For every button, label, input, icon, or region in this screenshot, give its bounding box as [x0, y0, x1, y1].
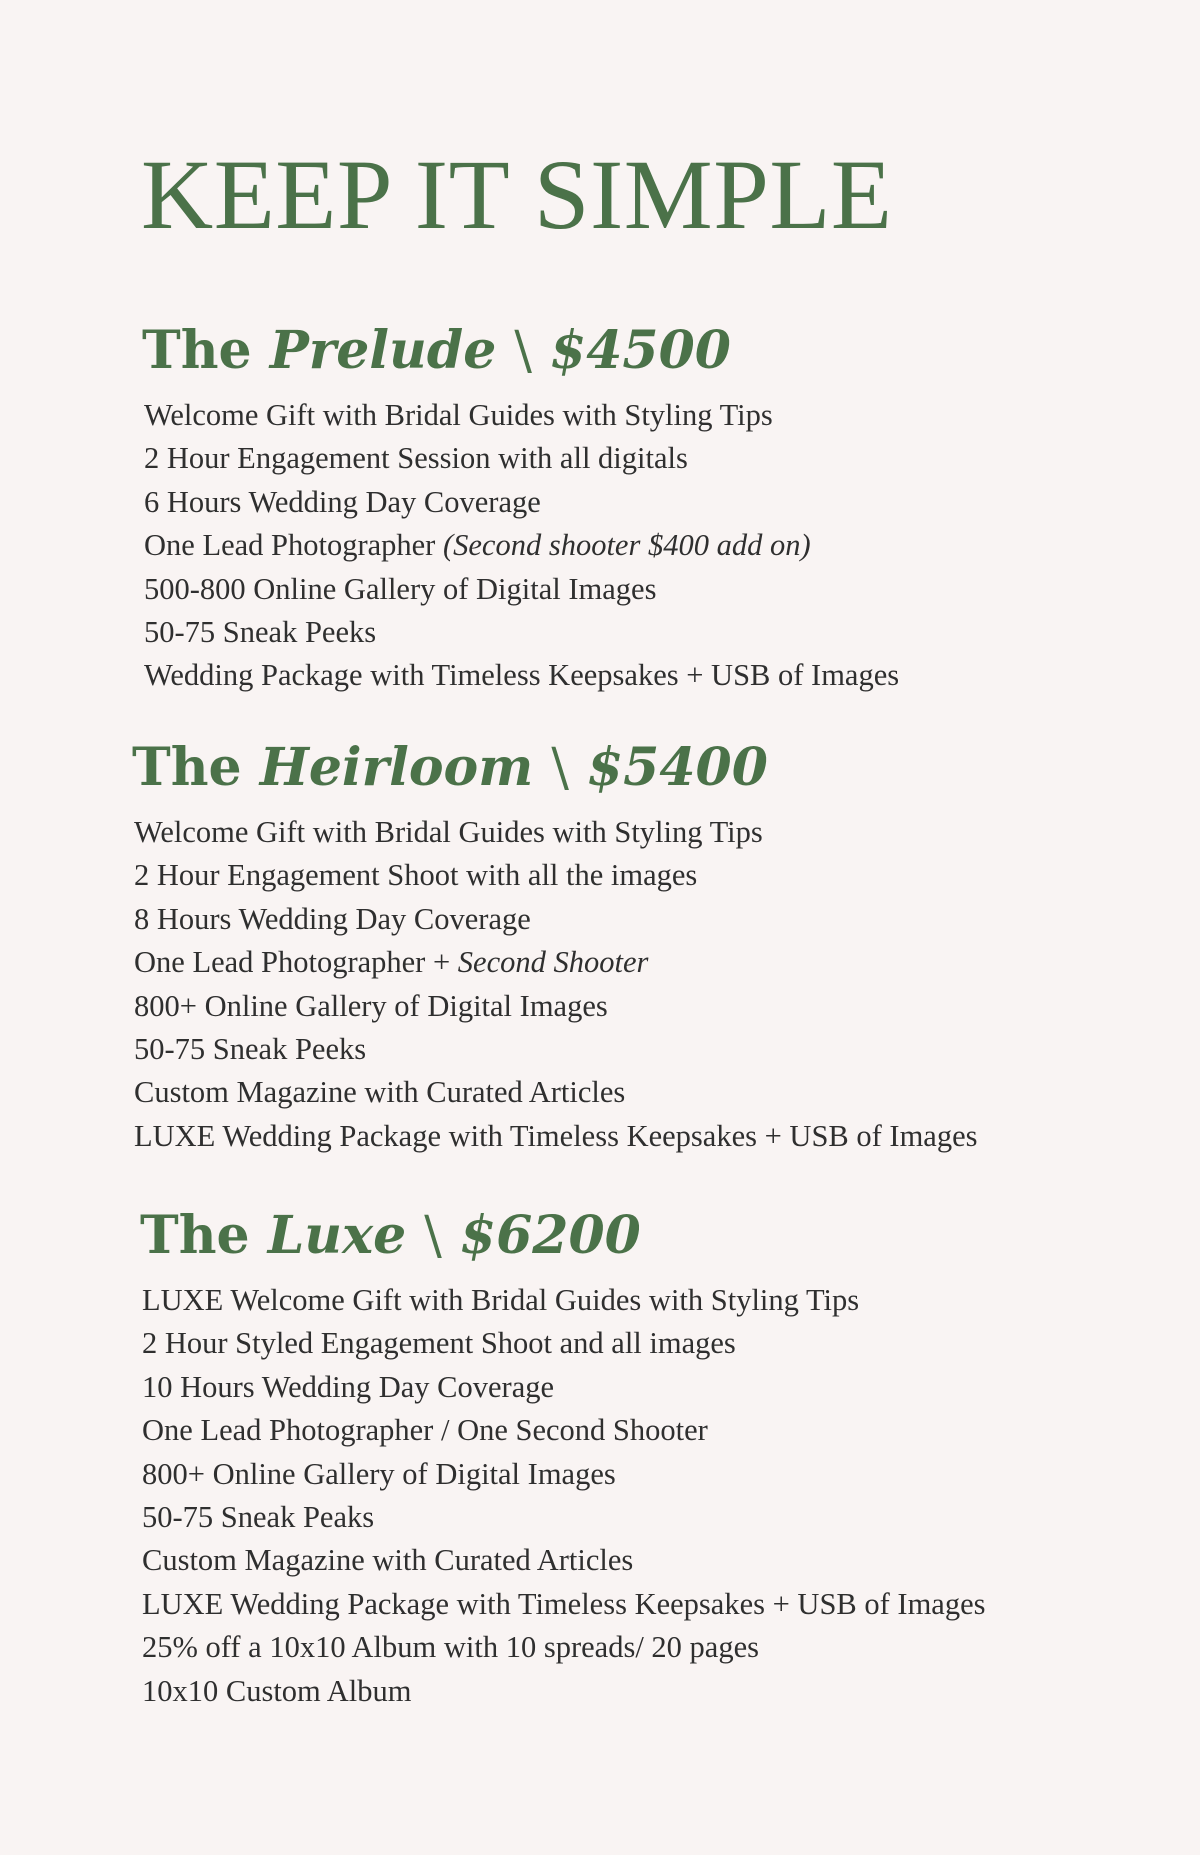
feature-item: [142, 1366, 986, 1409]
package-prefix: The: [140, 1205, 250, 1266]
feature-text: 2 Hour Engagement Shoot with all the images: [134, 858, 698, 893]
package-prefix: The: [142, 320, 252, 381]
feature-text: 10x10 Custom Album: [142, 1673, 412, 1708]
feature-item: [144, 437, 899, 480]
package-heading: [142, 316, 899, 386]
feature-item: [134, 811, 978, 854]
package-separator: \: [424, 1206, 442, 1266]
feature-text: 6 Hours Wedding Day Coverage: [144, 484, 541, 519]
feature-text: LUXE Welcome Gift with Bridal Guides with Styling Tips: [142, 1283, 860, 1317]
feature-text: 50-75 Sneak Peaks: [142, 1500, 375, 1535]
feature-item: [142, 1583, 986, 1626]
feature-text: 25% off a 10x10 Album with 10 spreads/ 20 pages: [142, 1630, 759, 1665]
feature-text: Welcome Gift with Bridal Guides with Styling Tips: [144, 398, 773, 432]
feature-item: [142, 1626, 986, 1669]
feature-item: [144, 524, 899, 567]
feature-item: [134, 985, 978, 1028]
page-title: KEEP IT SIMPLE: [141, 139, 893, 250]
feature-text: LUXE Wedding Package with Timeless Keepsakes + USB of Images: [134, 1118, 978, 1153]
package-price: $5400: [586, 737, 768, 798]
package-name: Luxe: [267, 1205, 407, 1266]
feature-item: [142, 1279, 986, 1322]
feature-text: Custom Magazine with Curated Articles: [134, 1075, 626, 1110]
feature-item: [142, 1496, 986, 1539]
feature-text: LUXE Wedding Package with Timeless Keepsakes + USB of Images: [142, 1586, 986, 1621]
feature-item: [144, 481, 899, 524]
feature-note: (Second shooter $400 add on): [442, 528, 811, 563]
feature-item: [134, 1071, 978, 1114]
feature-item: [142, 1670, 986, 1713]
feature-text: 2 Hour Styled Engagement Shoot and all images: [142, 1326, 736, 1361]
feature-item: [134, 898, 978, 941]
feature-text: Welcome Gift with Bridal Guides with Styling Tips: [134, 815, 763, 849]
feature-text: One Lead Photographer +: [134, 945, 458, 980]
feature-text: Custom Magazine with Curated Articles: [142, 1543, 634, 1578]
package-heirloom: [132, 733, 978, 1158]
package-price: $4500: [550, 320, 731, 381]
feature-text: 500-800 Online Gallery of Digital Images: [144, 571, 657, 606]
package-prefix: The: [132, 737, 242, 798]
feature-item: [134, 854, 978, 897]
feature-item: [134, 941, 978, 984]
feature-list: [140, 1279, 986, 1713]
feature-note: Second Shooter: [457, 945, 649, 980]
feature-item: [144, 394, 899, 437]
feature-text: 50-75 Sneak Peeks: [144, 615, 377, 650]
feature-text: 800+ Online Gallery of Digital Images: [142, 1456, 616, 1491]
feature-list: [142, 394, 899, 698]
package-separator: \: [551, 738, 569, 798]
feature-text: Wedding Package with Timeless Keepsakes + USB of Images: [144, 658, 900, 693]
package-separator: \: [514, 321, 532, 381]
feature-item: [142, 1539, 986, 1582]
feature-item: [134, 1115, 978, 1158]
package-prelude: [142, 316, 899, 698]
feature-item: [144, 654, 899, 697]
package-name: Prelude: [269, 320, 497, 381]
feature-text: 800+ Online Gallery of Digital Images: [134, 988, 608, 1023]
feature-item: [144, 611, 899, 654]
package-luxe: [140, 1201, 986, 1713]
feature-item: [134, 1028, 978, 1071]
package-price: $6200: [459, 1205, 641, 1266]
feature-text: One Lead Photographer / One Second Shooter: [142, 1413, 708, 1448]
feature-item: [142, 1409, 986, 1452]
feature-item: [142, 1453, 986, 1496]
feature-text: 8 Hours Wedding Day Coverage: [134, 901, 531, 936]
feature-text: 2 Hour Engagement Session with all digitals: [144, 441, 688, 476]
package-heading: [132, 733, 978, 803]
package-name: Heirloom: [259, 737, 534, 798]
feature-list: [132, 811, 978, 1158]
feature-text: One Lead Photographer: [144, 528, 443, 563]
package-heading: [140, 1201, 986, 1271]
feature-text: 10 Hours Wedding Day Coverage: [142, 1369, 555, 1404]
feature-item: [142, 1322, 986, 1365]
feature-item: [144, 568, 899, 611]
feature-text: 50-75 Sneak Peeks: [134, 1032, 367, 1067]
